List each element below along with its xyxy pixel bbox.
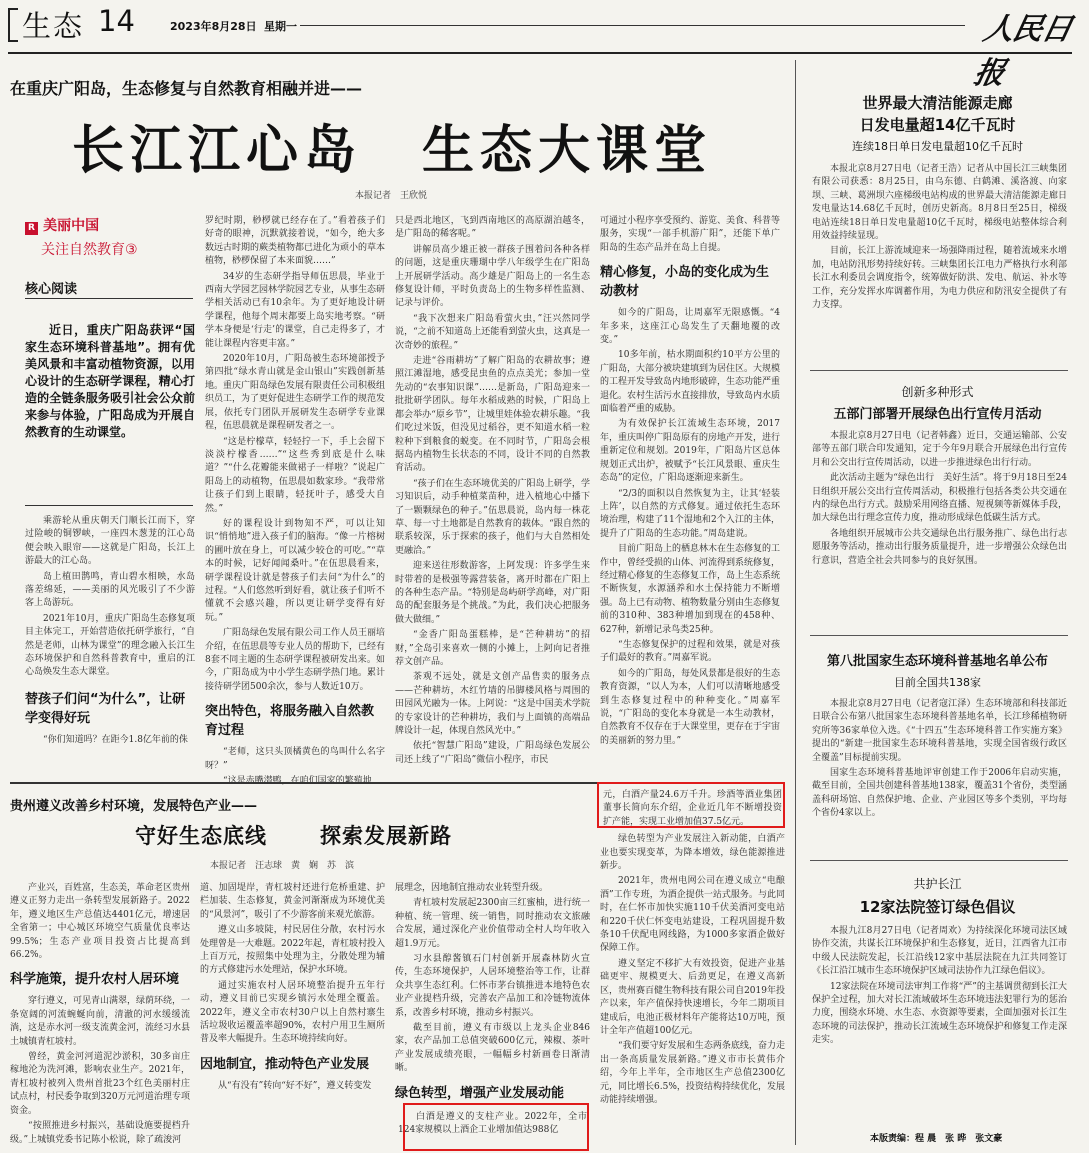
article-title: 12家法院签订绿色倡议 [859, 898, 1016, 916]
paragraph: “2/3的面积以自然恢复为主，让其‘轻装上阵’，以自然的方式修复。通过依托生态环境治理，构建了11个湿地和2个入江的主体，提升了广阳岛的生态功能。”周岛建说。 [600, 488, 780, 539]
core-reading-label: 核心阅读 [25, 282, 78, 297]
lead-byline: 本报记者 王欣悦 [355, 191, 428, 201]
paragraph: 2021年10月，重庆广阳岛生态修复项目主体完工，开始营造依托研学旅行，“自然是老师，山林为课堂”的理念融入长江生态环境保护和自然科普教育中，重启的江心岛焕发生态大课堂。 [25, 613, 195, 678]
paragraph: 罗纪时期，桫椤就已经存在了。”看着孩子们好奇的眼神，沉默就接着说，“如今，绝大多数远古时期的蕨类植物都已进化为顽小的草本植物，桫椤保留了本来面貌……” [205, 216, 386, 267]
page-editors: 本版责编：程 晨 张 晔 张文豪 [870, 1134, 1003, 1144]
series-icon: R [25, 222, 38, 235]
highlight-box-bottom [403, 1103, 589, 1151]
bottom-title-b: 探索发展新路 [320, 824, 452, 848]
paragraph: 目前广阳岛上的栖息林木在生态修复的工作中，曾经受损的山体、河流得到系统修复，经过精心修复的生态修复工作，岛上生态系统不断恢复，水源涵养和水土保持能力不断增强。岛上已有动物、植物数量分别由生态修复前的310种、383种增加到现在的458种、627种，新增记录鸟类25种。 [600, 544, 781, 635]
paragraph: 各地组织开展城市公共交通绿色出行服务推广、绿色出行志愿服务等活动，推动出行服务质量提升，进一步增强公众绿色出行意识，营造全社会共同参与的良好氛围。 [812, 528, 1067, 566]
paragraph: 遵义山多坡陡，村民居住分散，农村污水处理曾是一大难题。2022年起，青杠坡村投入上百万元，按照集中处理为主，分散处理为辅的方式修建污水处理站，保护水环境。 [200, 925, 385, 976]
right-article-4-body [812, 925, 1067, 1125]
paragraph: 可通过小程序享受预约、游览、美食、科普等服务，实现“一部手机游广阳”，还能下单广阳岛的生态产品并在岛上自提。 [600, 216, 781, 253]
article-subtitle: 目前全国共138家 [894, 676, 981, 689]
paragraph: 从“有没有”转向“好不好”，遵义转变发 [218, 1080, 372, 1091]
paragraph: 目前，长江上游流域迎来一场强降雨过程，随着流域来水增加，电站防汛形势持续好转。三峡集团长江电力严格执行水利部长江水利委员会调度指令，统筹做好防洪、发电、航运、补水等工作，充分发挥水库调蓄作用，为电力供应和防汛安全提供了有力支撑。 [812, 246, 1067, 311]
paragraph: 遵义坚定不移扩大有效投资，促进产业基础更牢、规模更大、后劲更足，在遵义高新区，贵州赛百健生物科技有限公司自2019年投产以来，年产值保持快速增长，今年二期项目建成后，电池正极材料年产能将达10万吨，预计全年产值超100亿元。 [600, 958, 785, 1036]
subheading: 精心修复，小岛的变化成为生动教材 [600, 265, 770, 300]
subheading: 科学施策，提升农村人居环境 [10, 972, 180, 988]
paragraph: 截至目前，遵义有市级以上龙头企业846家，农产品加工总值突破600亿元，辣椒、茶叶产业发展成绩亮眼，一幅幅乡村新画卷日渐清晰。 [395, 1023, 590, 1074]
article-kicker: 创新多种形式 [901, 385, 974, 399]
paragraph: 34岁的生态研学指导师伍思晨，毕业于西南大学园艺园林学院园艺专业，从事生态研学相关活动已有10余年。为了更好地设计研学课程，他每个周末都要上岛实地考察。“研学本身便是‘行走’的课堂，自己走得多了，才能让课程内容更丰富。” [205, 271, 386, 349]
paragraph: “孩子们在生态环境优美的广阳岛上研学，学习知识后，动手种植菜苗种，进入植地心中播下了一颗颗绿色的种子。”伍思晨说，岛内每一株花草、每一寸土地都是自然教育的载体。“跟自然的联系较深，乐于探索的孩子，他们与大自然相处更融洽。” [395, 478, 590, 556]
lead-title-b: 生态大课堂 [422, 121, 713, 181]
paragraph: “这是柠檬草，轻轻拧一下，手上会留下淡淡柠檬香……”“这些秀到底是什么味道？”“什么花瓣能来做裙子一样啦？”说起广阳岛上的动植物，伍思晨如数家珍。“我带常让孩子们到上眼睛，轻抚叶子，感受大自然。” [205, 436, 385, 514]
core-reading-text: 近日，重庆广阳岛获评“国家生态环境科普基地”。拥有优美风景和丰富动植物资源，以用心设计的生态研学课程，精心打造的全链条服务吸引社会公众前来参与体验，广阳岛成为开展自然教育的生动课堂。 [25, 323, 195, 439]
paragraph: 12家法院在环境司法审判工作将“严”的主基调贯彻到长江大保护全过程，加大对长江流域破坏生态环境违法犯罪行为的惩治力度，围绕水环境、水生态、水资源等要素，全面加强对长江生态环境的司法保护，推动长江流域生态环境保护和修复工作走深走实。 [812, 981, 1067, 1046]
article-title: 日发电量超14亿千瓦时 [859, 116, 1016, 134]
paragraph: “我们要守好发展和生态两条底线，奋力走出一条高质量发展新路。”遵义市市长黄伟介绍，今年上半年，全市地区生产总值2300亿元，同比增长6.5%，投资结构持续优化，发展动能持续增强。 [600, 1041, 785, 1105]
bottom-column-1 [10, 882, 190, 1147]
lead-kicker: 在重庆广阳岛，生态修复与自然教育相融并进—— [10, 79, 363, 98]
lead-title-a: 长江江心岛 [72, 121, 363, 181]
paragraph: 如今的广阳岛，每处风景都是很好的生态教育资源，“以人为本，人们可以清晰地感受到生态修复过程中的种种变化。”周嘉军说，“广阳岛的变化本身就是一本生动教材，自然教育不仅存在于大课堂里，更存在于宇宙的美丽新的努力里。” [600, 668, 781, 746]
right-article-3-body [812, 698, 1067, 858]
paragraph: 岛上植田鹊鸣，青山碧水相映，水岛落差绵延，——美丽的风光吸引了不少游客上岛游玩。 [25, 571, 195, 609]
rail-divider [810, 370, 1068, 371]
rail-divider [810, 635, 1068, 636]
paragraph: “按照推进乡村振兴，基础设施要提档升级。”上城镇党委书记陈小松说，除了疏浚河 [10, 1121, 190, 1145]
paragraph: 如今的广阳岛，让周嘉军无限感慨。“4年多来，这座江心岛发生了天翻地覆的改变。” [600, 308, 780, 346]
paragraph: 产业兴，百姓富，生态美，革命老区贵州遵义正努力走出一条转型发展新路子。2022年，遵义地区生产总值达4401亿元，增速居全省第一；中心城区环境空气质量优良率达99.5%；生态产业项目投资占比提高到66.2%。 [10, 883, 191, 961]
paragraph: 迎来送往形数游客，上阿发现：许多学生来时带着的是极强等露营装备，离开时都在广阳上的各种生态产品。“特别是岛屿研学高峰，对广阳岛的配套服务是个挑战。”为此，我们决心把服务做大做细。” [395, 561, 590, 625]
paragraph: 乘游轮从重庆朝天门顺长江而下，穿过险峻的铜锣峡，一座四木葱茏的江心岛便会映入眼帘——这就是广阳岛，长江上游最大的江心岛。 [25, 516, 195, 567]
paragraph: 好的课程设计到物知不严，可以让知识“悄悄地”进入孩子们的脑海。“像一片榕树的圃叶放在身上，可以减少较仓的可吃。”“草本的时候，记好闻闻桑叶。”在伍思晨看来，研学课程设计就是替孩子们去问“为什么”的过程。“人们悠然听到好看，就让孩子们听不懂就不会感兴趣，所以更让研学变得有好玩。” [205, 518, 385, 623]
issue-weekday: 星期一 [264, 20, 297, 33]
bottom-column-2 [200, 882, 385, 1147]
paragraph: 为有效保护长江流域生态环境，2017年，重庆叫停广阳岛原有的房地产开发，进行重新定位和规划。2019年，广阳岛片区总体规划正式出炉，被赋予“长江风景眼、重庆生态岛”的定位，广阳岛逐渐迎来新生。 [600, 419, 781, 484]
paragraph: 2020年10月，广阳岛被生态环境部授予第四批“绿水青山就是金山银山”实践创新基地。重庆广阳岛绿色发展有限责任公司积极组织员工，为了更好促进生态研学工作的规范发展，依托专门团队开展研发生态研学专业课程，伍思晨就是课程研发者之一。 [205, 354, 386, 432]
paragraph: “金香广阳岛蛋糕棒，是“芒种耕坊”的招财，”全岛引来喜欢一侧的小摊上，上阿向记者推荐文创产品。 [395, 630, 590, 667]
series-episode: 关注自然教育③ [41, 242, 138, 258]
column-divider [795, 60, 796, 1145]
article-subtitle: 连续18日单日发电量超10亿千瓦时 [852, 140, 1023, 153]
lead-column-1 [25, 515, 195, 745]
article-title: 五部门部署开展绿色出行宣传月活动 [833, 407, 1042, 422]
paragraph: 习水县醇酱镇石门村创新开展森林防火宣传，生态环境保护，人居环境整治等工作，让群众共享生态红利。仁怀市茅台镇推进本地特色农业产业提档升级，完善农产品加工和冷链物流体系，改善乡村环境，推动乡村振兴。 [395, 954, 590, 1018]
subheading: 因地制宜，推动特色产业发展 [200, 1056, 370, 1072]
subheading: 突出特色，将服务融入自然教育过程 [205, 704, 375, 739]
series-name: 美丽中国 [43, 218, 100, 234]
bottom-column-4 [600, 785, 785, 1147]
paragraph: 茶观不远处，就是文创产品售卖的服务点——芒种耕坊，木红竹墙的吊脚楼风格与周围的田园风光融为一体。上阿说：“这是中国美术学院的专家设计的芒种耕坊，我们与上面镇的高端品牌设计一起，体现自然风光中。” [395, 672, 590, 737]
highlight-box-top [597, 782, 785, 828]
article-title: 第八批国家生态环境科普基地名单公布 [826, 654, 1048, 669]
paragraph: 绿色转型为产业发展注入新动能，白酒产业也要实现变革，为降本增效，绿色能源推进新步。 [600, 834, 785, 872]
paragraph: 讲解员高少雄正被一群孩子围着问各种各样的问题，这是重庆珊瑚中学八年级学生在广阳岛上开展研学活动。高少雄是广阳岛上的一名生态修复设计师，平时负责岛上的生物多样性监测、记录与评价。 [395, 244, 590, 309]
paragraph: 本报北京8月27日电（记者韩鑫）近日，交通运输部、公安部等五部门联合印发通知，定于今年9月联合开展绿色出行宣传月和公交出行宣传周活动，以进一步推进绿色出行行动。 [812, 431, 1067, 468]
subheading: 替孩子们问“为什么”，让研学变得好玩 [25, 691, 186, 726]
article-title: 世界最大清洁能源走廊 [862, 94, 1013, 112]
paragraph: 2021年，贵州电网公司在遵义成立“电酿酒”工作专班，为酒企提供一站式服务。与此同时，在仁怀市加快实施110千伏美酒河变电站和220千伏仁怀变电站建设，工程巩固提升数条10千伏配电网线路，为1000多家酒企做好保障工作。 [600, 876, 785, 954]
right-article-1-body [812, 163, 1067, 353]
paragraph: 道、加固堤岸，青杠坡村还进行危桥重建、护栏加装、生态修复，黄金河渐渐成为环境优美的“风景河”，吸引了不少游客前来观光旅游。 [200, 883, 385, 920]
bottom-title-a: 守好生态底线 [135, 824, 267, 848]
page-number: 14 [98, 4, 135, 38]
subheading: 绿色转型，增强产业发展动能 [395, 1085, 565, 1101]
paragraph: 10多年前，枯水期面积约10平方公里的广阳岛，大部分被块建填到为居住区。大规模的工程开发导致岛内地形破碎，生态功能严重退化。农村生活污水直接排放，导致岛内水质面临着严重的威胁。 [600, 350, 781, 415]
paragraph: 展理念，因地制宜推动农业转型升级。 [395, 883, 549, 893]
bottom-kicker: 贵州遵义改善乡村环境，发展特色产业—— [10, 799, 258, 814]
paragraph: 走进“谷雨耕坊”了解广阳岛的农耕故事；遵照江滩湿地，感受昆虫鱼的点点美光；参加一堂先动的“农事知识课”……是新岛，广阳岛迎来一批批研学团队。每年水稻成熟的时候，广阳岛上都会举办“原乡节”，让城里娃体验农耕乐趣。“我们吃过米饭，但没见过稻谷，更不知道水稻一粒粒种下到粮食的蜕变。在不同时节，广阳岛会根据岛内植物生长状态的不同，设计不同的自然教育活动。 [395, 356, 590, 474]
highlighted-paragraph: 白酒是遵义的支柱产业。2022年，全市124家规模以上酒企工业增加值达988亿 [398, 1111, 587, 1136]
masthead-rule [300, 25, 965, 26]
paragraph: 广阳岛绿色发展有限公司工作人员王丽培介绍，在伍思晨等专业人员的帮助下，已经有8套不同主题的生态研学课程被研发出来。如今，广阳岛成为中小学生态研学热门地。累计接待研学团500余次，参与人数近10万。 [205, 628, 386, 692]
paragraph: “老师，这只头顶橘黄色的鸟叫什么名字呀？” [205, 747, 385, 771]
series-badge [25, 215, 195, 259]
paragraph: 青杠坡村发展起2300亩三红蜜柚，进行统一种植、统一管理、统一销售，同时推动农文旅融合发展，通过深化产业价值带动全村人均年收入超1.9万元。 [395, 898, 590, 949]
paragraph: 国家生态环境科普基地评审创建工作于2006年启动实施，截至目前，全国共创建科普基地138家，覆盖31个省份，类型涵盖科研场馆、自然保护地、企业、产业园区等多个类别，平均每个省份4家以上。 [812, 768, 1067, 819]
issue-date: 2023年8月28日 [170, 20, 257, 33]
paragraph: 通过实施农村人居环境整治提升五年行动，遵义目前已实现乡镇污水处理全覆盖。2022年，遵义全市农村30户以上自然村寨生活垃圾收运覆盖率超90%，农村户用卫生厕所普及率大幅提升。生态环境持续向好。 [200, 980, 385, 1045]
paragraph: 只是西北地区，飞到西南地区的高原湖泊越冬，是广阳岛的稀客呢。” [395, 216, 590, 240]
paragraph: 本报北京8月27日电（记者王浩）记者从中国长江三峡集团有限公司获悉：8月25日，由乌东德、白鹤滩、溪洛渡、向家坝、三峡、葛洲坝六座梯级电站构成的世界最大清洁能源走廊日发电量达14.68亿千瓦时，创历史新高。8月8日至25日，梯级电站连续18日单日发电量超10亿千瓦时，梯级电站整体综合利用效益持续显现。 [812, 164, 1067, 242]
paragraph: 此次活动主题为“绿色出行 美好生活”。将于9月18日至24日组织开展公交出行宣传周活动，积极推行包括各类公共交通在内的绿色出行方式。鼓励采用网络直播、短视频等新媒体手段，加大绿色出行理念宣传力度，推动形成绿色低碳生活方式。 [812, 473, 1067, 524]
core-reading-bottom-rule [25, 505, 193, 506]
paragraph: 本报九江8月27日电（记者周欢）为持续深化环境司法区域协作交流，共谋长江环境保护和生态修复，近日，江西省九江市中级人民法院发起，长江沿线12家中基层法院在九江共同签订《长江沿江城市生态环境保护区域司法协作九江绿色倡议》。 [812, 926, 1067, 977]
paragraph: “我下次想来广阳岛看萤火虫，”汪兴然同学说，“之前不知道岛上还能看到萤火虫，这真是一次奇妙的旅程。” [395, 313, 590, 351]
highlighted-paragraph: 元，白酒产量24.6万千升。珍酒等酒业集团董事长简向东介绍，企业近几年不断增投资扩产能，实现工业增加值37.5亿元。 [603, 790, 782, 827]
section-bracket [8, 8, 18, 42]
right-article-2-body [812, 430, 1067, 625]
lead-column-4 [600, 215, 780, 745]
paragraph: 穿行遵义，可见青山满翠，绿荫环绕，一条宽阔的河流蜿蜒向前，清澈的河水缓缓流淌，这是赤水河一级支流黄金河，流经习水县土城镇青杠坡村。 [10, 996, 191, 1047]
paragraph: “你们知道吗？在距今1.8亿年前的侏 [43, 734, 188, 745]
rail-divider [810, 860, 1068, 861]
newspaper-logo: 人民日报 [970, 12, 1075, 91]
paragraph: 曾经，黄金河河道泥沙淤积，30多亩庄稼地沦为洗河滩，影响农业生产。2021年，青杠坡村被列入贵州首批23个红色美丽村庄试点村，村民委争取到320万元河道治理专项资金。 [10, 1052, 190, 1116]
core-reading-rule [25, 298, 193, 299]
paragraph: “生态修复保护的过程和效果，就是对孩子们最好的教育。”周嘉军说。 [600, 639, 780, 664]
lead-column-2 [205, 215, 386, 771]
paragraph: 依托“智慧广阳岛”建设，广阳岛绿色发展公司还上线了“广阳岛”微信小程序，市民 [395, 741, 590, 765]
paragraph: 本报北京8月27日电（记者寇江泽）生态环境部和科技部近日联合公布第八批国家生态环境科普基地名单，长江珍稀植物研究所等36家单位入选。《“十四五”生态环境科普工作实施方案》提出的“新建一批国家生态环境科普基地，实现全国省级行政区全覆盖”目标提前实现。 [812, 699, 1067, 763]
header-rule [8, 52, 1072, 54]
lead-column-3 [395, 215, 590, 765]
section-name: 生态 [22, 9, 85, 43]
bottom-byline: 本报记者 汪志球 黄 娴 苏 滨 [210, 861, 355, 871]
article-kicker: 共护长江 [913, 877, 962, 891]
